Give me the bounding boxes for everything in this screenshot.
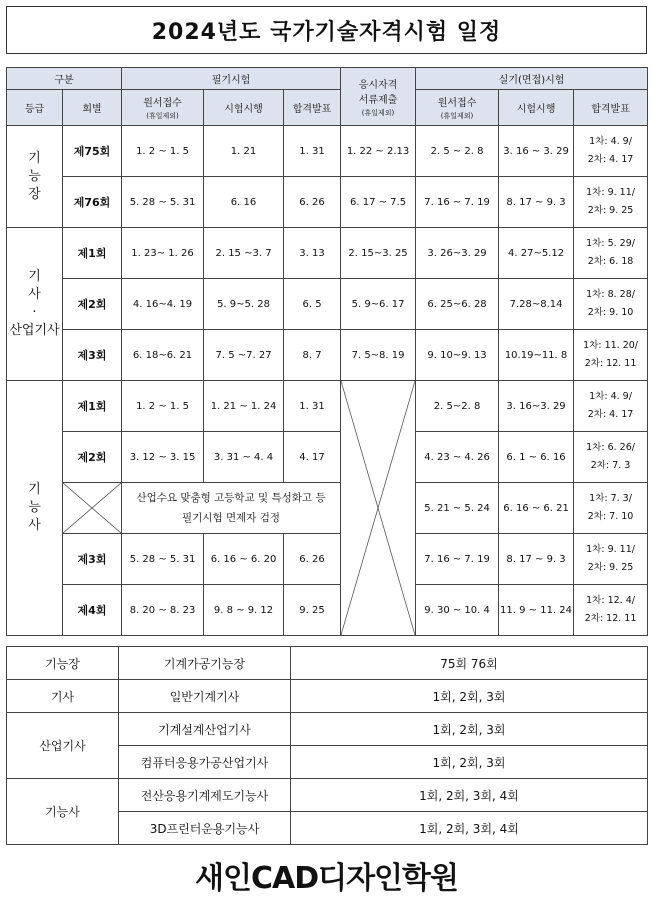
practical-exam-cell: 7.28~8.14 (499, 279, 574, 330)
gubun-header: 구분 (7, 68, 122, 90)
practical-result-cell (574, 534, 648, 585)
written-apply-cell: 8. 20 ~ 8. 23 (122, 585, 204, 636)
result-second: 2차: 7. 3 (590, 460, 631, 471)
practical-exam-cell: 3. 16 ~ 3. 29 (499, 126, 574, 177)
result-first: 1차: 9. 11/ (586, 187, 635, 198)
table-row (7, 713, 648, 746)
group-engineer (7, 228, 63, 381)
practical-apply-cell: 6. 25~6. 28 (416, 279, 499, 330)
qualification-docs-line1: 응시자격 (358, 79, 398, 91)
qual-name-cell: 일반기계기사 (119, 680, 291, 713)
round-header: 회별 (63, 90, 122, 126)
written-exam-date-header: 시험시행 (204, 90, 284, 126)
qual-rounds-cell: 1회, 2회, 3회, 4회 (291, 779, 648, 812)
practical-apply-cell: 7. 16 ~ 7. 19 (416, 534, 499, 585)
result-first: 1차: 4. 9/ (589, 391, 632, 402)
qual-name-cell: 컴퓨터응용가공산업기사 (119, 746, 291, 779)
written-exam-cell: 1. 21 (204, 126, 284, 177)
page-title: 2024년도 국가기술자격시험 일정 (6, 6, 647, 54)
round-cell: 제4회 (63, 585, 122, 636)
written-exam-cell: 7. 5 ~7. 27 (204, 330, 284, 381)
result-second: 2차: 9. 25 (587, 205, 634, 216)
result-second: 2차: 12. 11 (584, 358, 637, 369)
qualification-docs-note: (휴일제외) (361, 108, 395, 117)
round-cell: 제2회 (63, 279, 122, 330)
result-first: 1차: 6. 26/ (586, 442, 635, 453)
written-exam-cell: 5. 9~5. 28 (204, 279, 284, 330)
qual-rounds-cell: 1회, 2회, 3회 (291, 713, 648, 746)
group-craftsman-char: 장 (28, 186, 41, 202)
table-row (7, 126, 648, 177)
written-apply-cell: 3. 12 ~ 3. 15 (122, 432, 204, 483)
result-first: 1차: 5. 29/ (586, 238, 635, 249)
result-first: 1차: 7. 3/ (589, 493, 632, 504)
written-exam-header: 필기시험 (122, 68, 341, 90)
group-technician-char: 기 (28, 482, 41, 497)
practical-result-cell (574, 126, 648, 177)
written-result-cell: 6. 26 (284, 534, 341, 585)
written-result-cell: 8. 7 (284, 330, 341, 381)
qual-name-cell: 기계설계산업기사 (119, 713, 291, 746)
written-apply-cell: 1. 2 ~ 1. 5 (122, 126, 204, 177)
written-exam-cell: 3. 31 ~ 4. 4 (204, 432, 284, 483)
result-second: 2차: 9. 10 (587, 307, 634, 318)
written-result-cell: 6. 5 (284, 279, 341, 330)
practical-apply-cell: 9. 10~9. 13 (416, 330, 499, 381)
table-row (7, 483, 648, 534)
round-cell: 제3회 (63, 330, 122, 381)
written-exam-cell: 6. 16 (204, 177, 284, 228)
written-result-cell: 1. 31 (284, 381, 341, 432)
written-apply-cell: 1. 23~ 1. 26 (122, 228, 204, 279)
docs-cell: 1. 22 ~ 2.13 (341, 126, 416, 177)
round-cell: 제75회 (63, 126, 122, 177)
practical-result-cell (574, 483, 648, 534)
table-row (7, 647, 648, 680)
round-cell: 제2회 (63, 432, 122, 483)
group-technician-char: 사 (28, 518, 41, 533)
docs-cell: 5. 9~6. 17 (341, 279, 416, 330)
practical-apply-cell: 3. 26~3. 29 (416, 228, 499, 279)
group-craftsman-char: 능 (28, 168, 41, 184)
qual-rounds-cell: 75회 76회 (291, 647, 648, 680)
group-technician-char: 능 (28, 500, 41, 515)
cross-mark-icon (341, 381, 415, 635)
round-cell: 제1회 (63, 381, 122, 432)
practical-exam-cell: 10.19~11. 8 (499, 330, 574, 381)
practical-exam-header: 실기(면접)시험 (416, 68, 648, 90)
qual-level-cell: 기능장 (7, 647, 119, 680)
practical-exam-cell: 6. 1 ~ 6. 16 (499, 432, 574, 483)
practical-exam-date-header: 시험시행 (499, 90, 574, 126)
qual-name-cell: 전산응용기계제도기능사 (119, 779, 291, 812)
qualification-docs-header (341, 68, 416, 126)
practical-result-cell (574, 381, 648, 432)
practical-result-cell (574, 330, 648, 381)
practical-exam-cell: 8. 17 ~ 9. 3 (499, 177, 574, 228)
round-cell: 제3회 (63, 534, 122, 585)
cross-mark-icon (63, 483, 121, 533)
written-apply-cell: 6. 18~6. 21 (122, 330, 204, 381)
written-apply-cell: 4. 16~4. 19 (122, 279, 204, 330)
table-row (7, 585, 648, 636)
practical-exam-cell: 8. 17 ~ 9. 3 (499, 534, 574, 585)
result-second: 2차: 6. 18 (587, 256, 634, 267)
academy-name: 새인CAD디자인학원 (195, 861, 458, 896)
result-first: 1차: 8. 28/ (586, 289, 635, 300)
practical-apply-cell: 9. 30 ~ 10. 4 (416, 585, 499, 636)
group-engineer-char: 산업기사 (9, 323, 60, 338)
table-row (7, 279, 648, 330)
practical-result-cell (574, 177, 648, 228)
group-craftsman (7, 126, 63, 228)
written-result-cell: 4. 17 (284, 432, 341, 483)
table-row (7, 680, 648, 713)
practical-apply-cell: 5. 21 ~ 5. 24 (416, 483, 499, 534)
round-cell: 제76회 (63, 177, 122, 228)
qualification-docs-line2: 서류제출 (358, 94, 398, 106)
written-exam-cell: 1. 21 ~ 1. 24 (204, 381, 284, 432)
group-technician (7, 381, 63, 636)
result-first: 1차: 11. 20/ (583, 340, 638, 351)
exemption-note-line2: 필기시험 면제자 검정 (182, 512, 281, 524)
table-row (7, 330, 648, 381)
written-result-cell: 3. 13 (284, 228, 341, 279)
docs-cell: 6. 17 ~ 7.5 (341, 177, 416, 228)
practical-apply-cell: 7. 16 ~ 7. 19 (416, 177, 499, 228)
round-not-applicable-cell (63, 483, 122, 534)
written-apply-cell: 5. 28 ~ 5. 31 (122, 534, 204, 585)
group-engineer-char: 기 (28, 269, 41, 284)
written-result-cell: 1. 31 (284, 126, 341, 177)
written-apply-header (122, 90, 204, 126)
written-exam-cell: 9. 8 ~ 9. 12 (204, 585, 284, 636)
practical-exam-cell: 6. 16 ~ 6. 21 (499, 483, 574, 534)
written-result-cell: 9. 25 (284, 585, 341, 636)
table-row (7, 177, 648, 228)
practical-apply-cell: 2. 5 ~ 2. 8 (416, 126, 499, 177)
table-row (7, 432, 648, 483)
qual-level-cell: 기능사 (7, 779, 119, 845)
exam-schedule-table (6, 67, 648, 636)
practical-exam-cell: 4. 27~5.12 (499, 228, 574, 279)
qual-level-cell: 산업기사 (7, 713, 119, 779)
group-craftsman-char: 기 (28, 150, 41, 166)
practical-result-cell (574, 228, 648, 279)
result-second: 2차: 12. 11 (584, 613, 637, 624)
result-second: 2차: 4. 17 (587, 409, 634, 420)
written-result-cell: 6. 26 (284, 177, 341, 228)
qualification-table (6, 646, 648, 845)
qual-name-cell: 3D프린터운용기능사 (119, 812, 291, 845)
practical-apply-header (416, 90, 499, 126)
qual-rounds-cell: 1회, 2회, 3회, 4회 (291, 812, 648, 845)
written-apply-cell: 1. 2 ~ 1. 5 (122, 381, 204, 432)
docs-cell: 7. 5~8. 19 (341, 330, 416, 381)
exemption-note-line1: 산업수요 맞춤형 고등학교 및 특성화고 등 (136, 492, 326, 504)
written-apply-note: (휴일제외) (146, 112, 179, 120)
written-exam-cell: 2. 15 ~3. 7 (204, 228, 284, 279)
docs-not-applicable-cell (341, 381, 416, 636)
round-cell: 제1회 (63, 228, 122, 279)
written-exam-cell: 6. 16 ~ 6. 20 (204, 534, 284, 585)
practical-exam-cell: 3. 16~3. 29 (499, 381, 574, 432)
grade-header: 등급 (7, 90, 63, 126)
result-first: 1차: 9. 11/ (586, 544, 635, 555)
written-apply-label: 원서접수 (143, 98, 182, 109)
practical-apply-label: 원서접수 (437, 98, 477, 109)
written-apply-cell: 5. 28 ~ 5. 31 (122, 177, 204, 228)
result-first: 1차: 12. 4/ (586, 595, 635, 606)
result-second: 2차: 9. 25 (587, 562, 634, 573)
practical-apply-cell: 2. 5~2. 8 (416, 381, 499, 432)
qual-rounds-cell: 1회, 2회, 3회 (291, 680, 648, 713)
qual-name-cell: 기계가공기능장 (119, 647, 291, 680)
result-second: 2차: 7. 10 (587, 511, 634, 522)
practical-apply-cell: 4. 23 ~ 4. 26 (416, 432, 499, 483)
result-second: 2차: 4. 17 (587, 154, 634, 165)
written-result-header: 합격발표 (284, 90, 341, 126)
practical-apply-note: (휴일제외) (440, 112, 474, 120)
qual-level-cell: 기사 (7, 680, 119, 713)
exemption-note-cell (122, 483, 341, 534)
qual-rounds-cell: 1회, 2회, 3회 (291, 746, 648, 779)
practical-result-cell (574, 279, 648, 330)
result-first: 1차: 4. 9/ (589, 136, 632, 147)
group-engineer-char: 사 (28, 287, 41, 302)
table-row (7, 228, 648, 279)
practical-result-header: 합격발표 (574, 90, 648, 126)
practical-result-cell (574, 432, 648, 483)
docs-cell: 2. 15~3. 25 (341, 228, 416, 279)
table-row (7, 381, 648, 432)
table-row (7, 534, 648, 585)
practical-exam-cell: 11. 9 ~ 11. 24 (499, 585, 574, 636)
practical-result-cell (574, 585, 648, 636)
table-row (7, 779, 648, 812)
group-engineer-char: · (32, 305, 37, 320)
